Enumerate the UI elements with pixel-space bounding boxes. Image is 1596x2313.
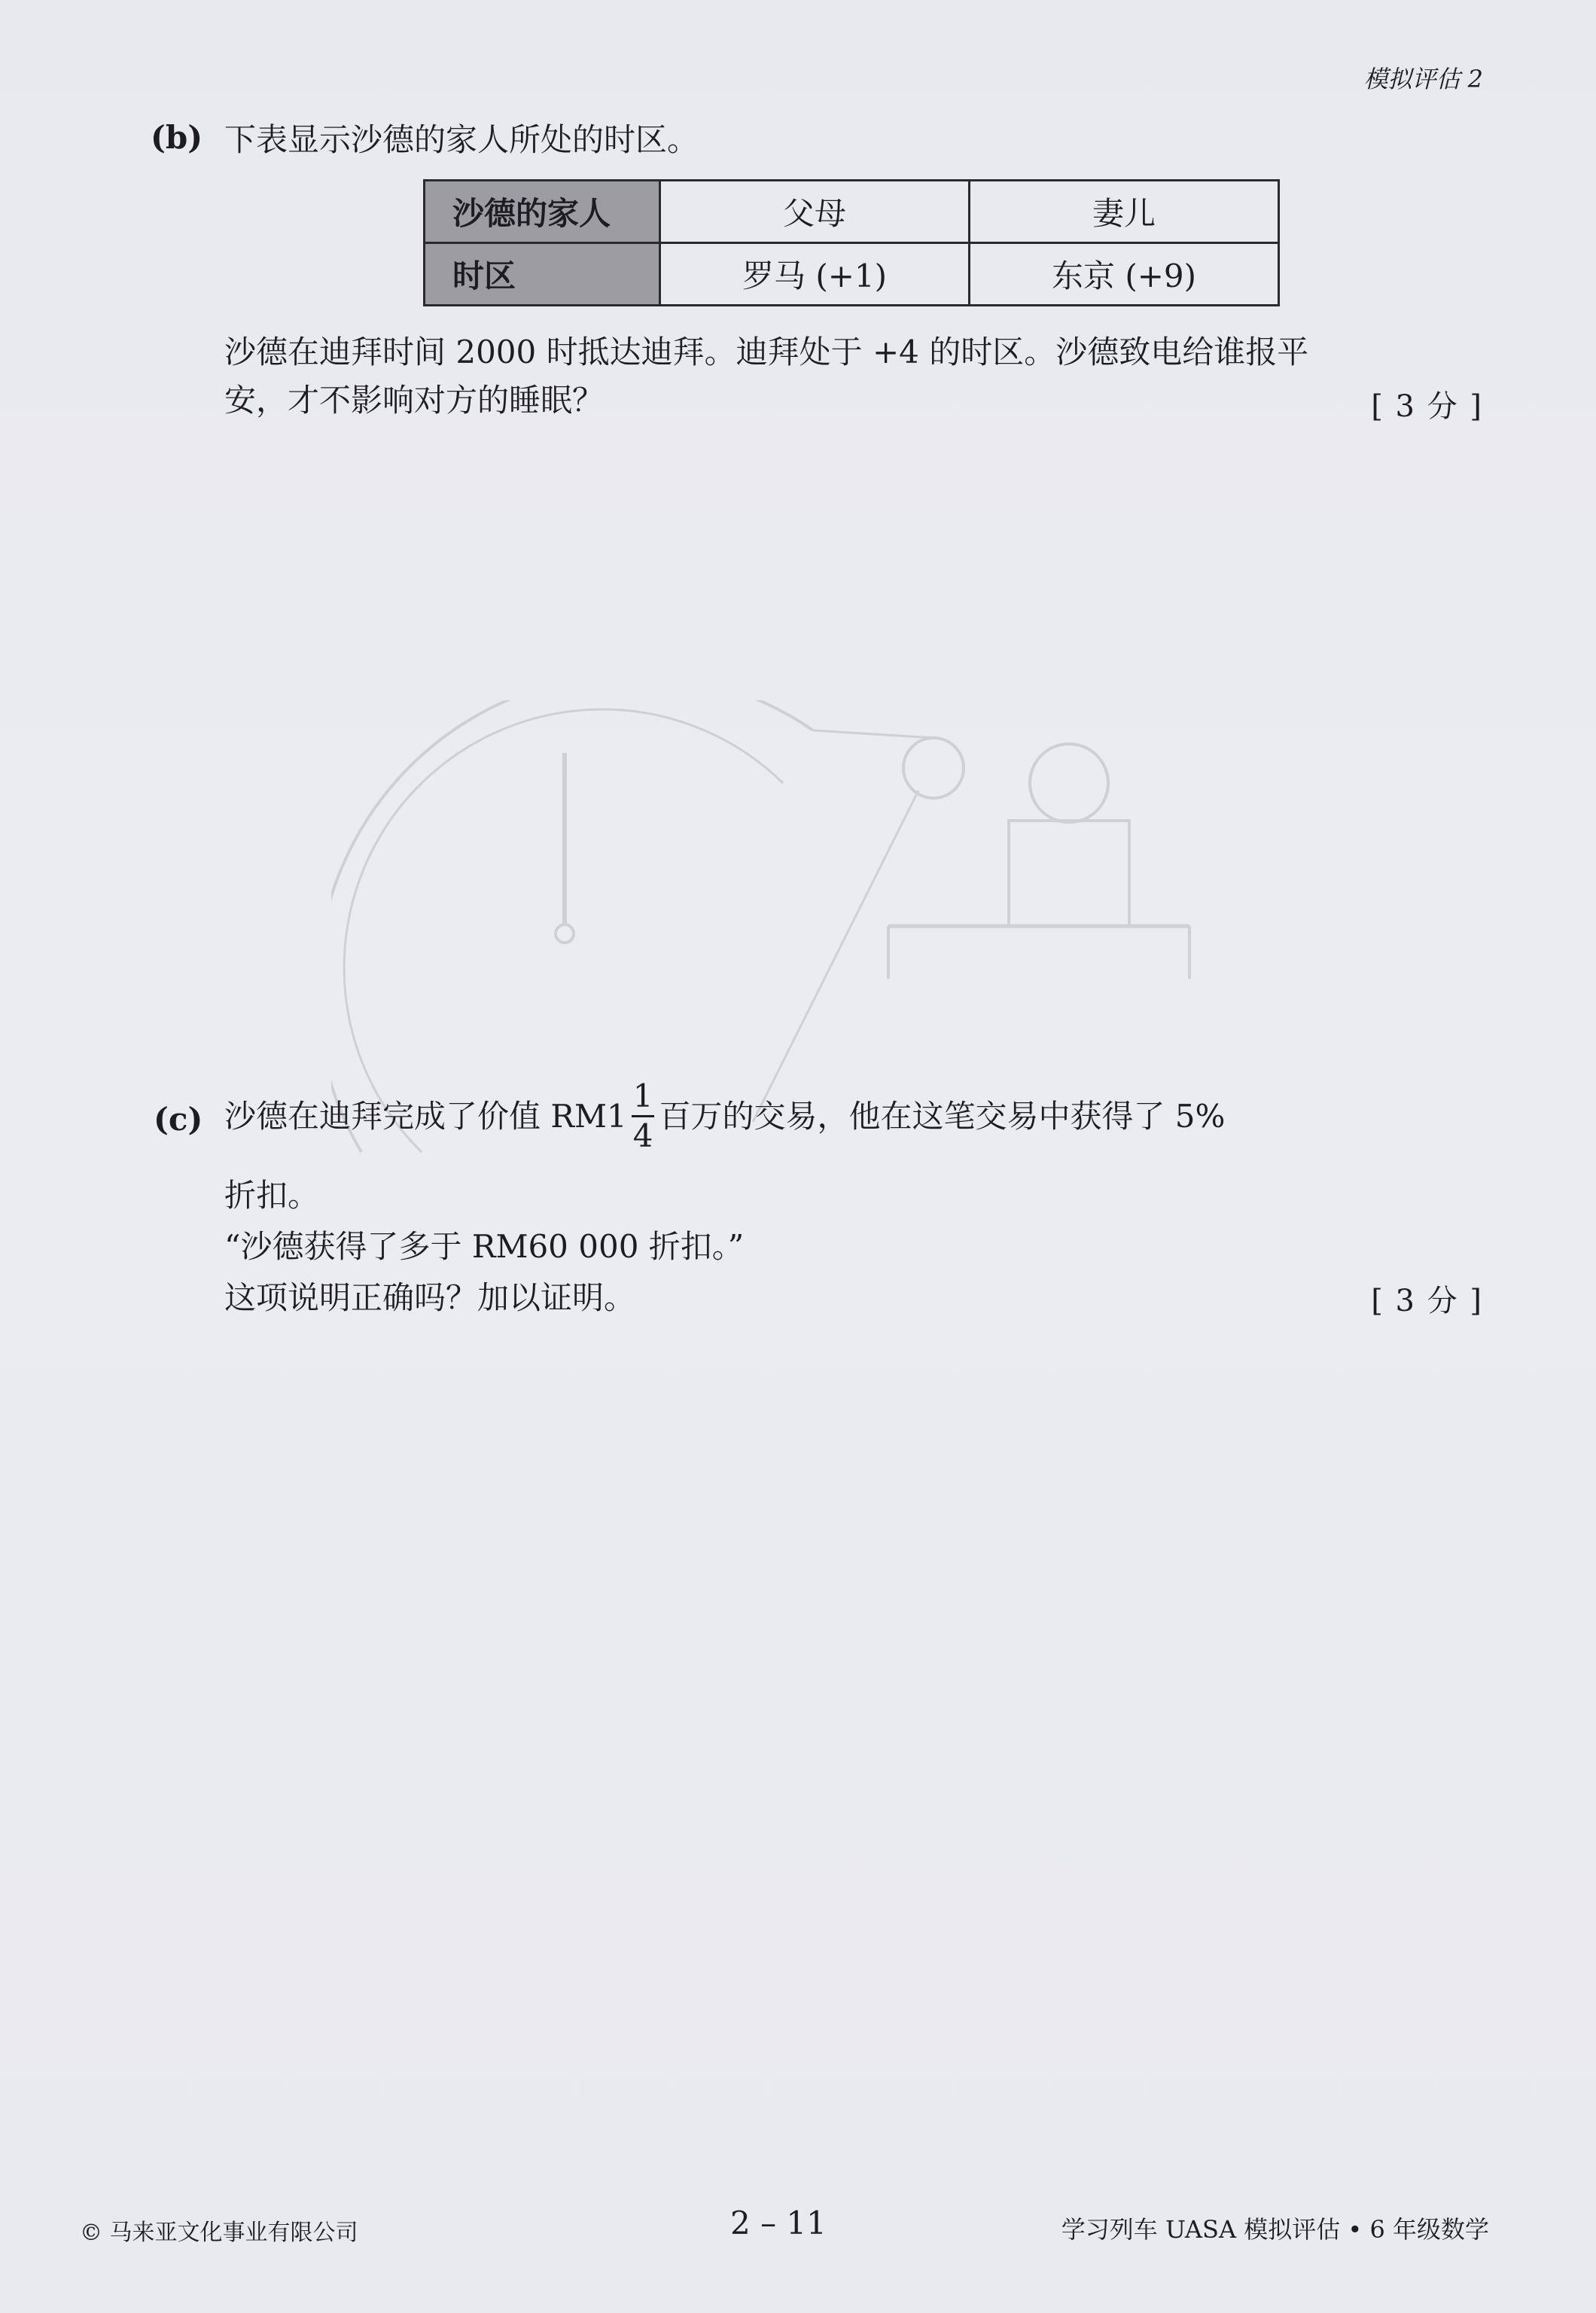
fraction-denominator: 4 xyxy=(632,1117,653,1154)
question-c-marks: [ 3 分 ] xyxy=(1371,1284,1483,1318)
question-c-line4: 这项说明正确吗？加以证明。 xyxy=(224,1279,636,1316)
table-header-cell: 沙德的家人 xyxy=(425,181,660,243)
table-cell: 罗马 (+1) xyxy=(660,243,970,306)
question-b-label: (b) xyxy=(151,119,203,156)
timezone-table xyxy=(423,179,1280,306)
page-header: 模拟评估 2 xyxy=(1363,65,1483,93)
table-row xyxy=(425,243,1279,306)
table-cell: 妻儿 xyxy=(970,181,1279,243)
question-b-text-line1: 沙德在迪拜时间 2000 时抵达迪拜。迪拜处于 +4 的时区。沙德致电给谁报平 xyxy=(224,334,1309,370)
question-c-label: (c) xyxy=(154,1101,203,1138)
question-b-marks: [ 3 分 ] xyxy=(1371,389,1483,424)
fraction-numerator: 1 xyxy=(632,1080,655,1117)
question-c-line1-prefix: 沙德在迪拜完成了价值 RM1 xyxy=(224,1098,627,1135)
question-c-line2: 折扣。 xyxy=(224,1177,320,1214)
table-header-cell: 时区 xyxy=(425,243,660,306)
fraction-one-quarter xyxy=(632,1077,655,1154)
table-row xyxy=(425,181,1279,243)
table-cell: 父母 xyxy=(660,181,970,243)
table-cell: 东京 (+9) xyxy=(970,243,1279,306)
question-c-line1 xyxy=(224,1068,1225,1166)
page-number: 2 – 11 xyxy=(730,2205,827,2241)
question-c-quote: “沙德获得了多于 RM60 000 折扣。” xyxy=(224,1228,745,1265)
question-b-text-line2: 安，才不影响对方的睡眠？ xyxy=(224,382,605,419)
footer-copyright: © 马来亚文化事业有限公司 xyxy=(80,2220,358,2246)
question-b-intro: 下表显示沙德的家人所处的时区。 xyxy=(224,121,699,158)
footer-book-title: 学习列车 UASA 模拟评估 • 6 年级数学 xyxy=(1061,2215,1489,2244)
question-c-line1-suffix: 百万的交易，他在这笔交易中获得了 5% xyxy=(659,1098,1226,1135)
